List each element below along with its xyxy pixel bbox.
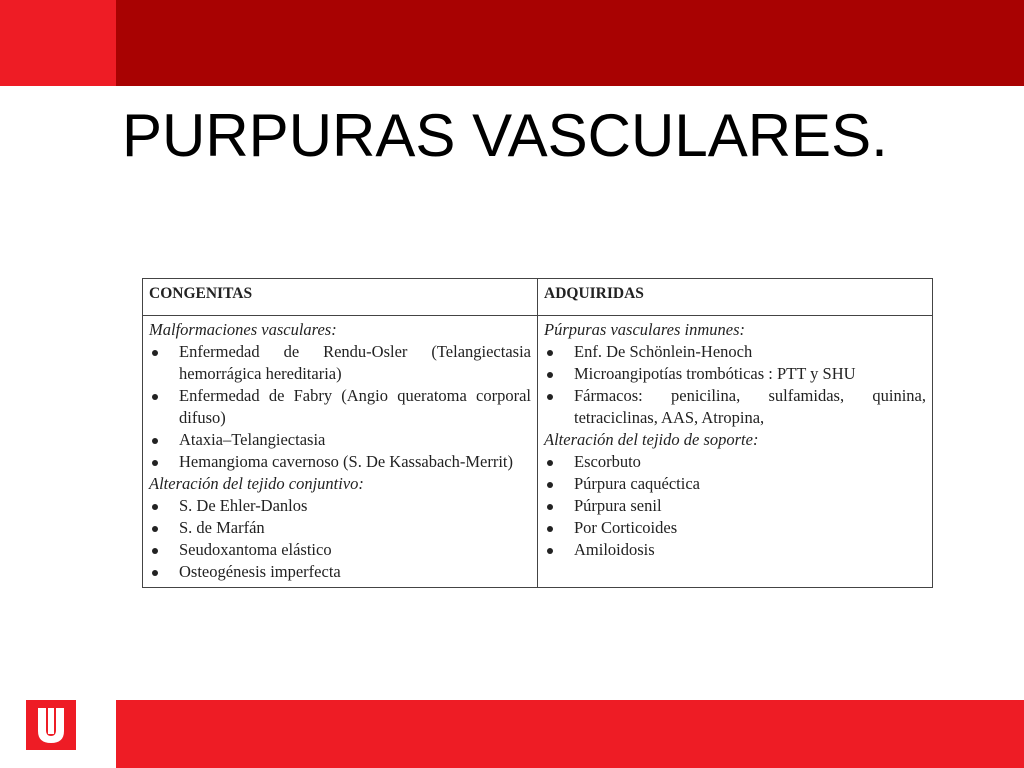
header-adquiridas: ADQUIRIDAS bbox=[538, 279, 933, 316]
group-heading-tejido-conjuntivo: Alteración del tejido conjuntivo: bbox=[149, 474, 364, 493]
list-item: Hemangioma cavernoso (S. De Kassabach-Merrit) bbox=[149, 451, 531, 473]
list-inmunes bbox=[544, 341, 926, 429]
list-item: S. de Marfán bbox=[149, 517, 531, 539]
list-malformaciones bbox=[149, 341, 531, 473]
list-item: Enfermedad de Fabry (Angio queratoma corporal difuso) bbox=[149, 385, 531, 429]
list-item: Amiloidosis bbox=[544, 539, 926, 561]
list-item: Púrpura caquéctica bbox=[544, 473, 926, 495]
list-item: Seudoxantoma elástico bbox=[149, 539, 531, 561]
list-item: Enfermedad de Rendu-Osler (Telangiectasia hemorrágica hereditaria) bbox=[149, 341, 531, 385]
group-heading-tejido-soporte: Alteración del tejido de soporte: bbox=[544, 430, 759, 449]
list-tejido-conjuntivo bbox=[149, 495, 531, 583]
university-logo bbox=[26, 700, 76, 750]
list-tejido-soporte bbox=[544, 451, 926, 561]
list-item: Ataxia–Telangiectasia bbox=[149, 429, 531, 451]
list-item: Por Corticoides bbox=[544, 517, 926, 539]
list-item: Fármacos: penicilina, sulfamidas, quinina, tetraciclinas, AAS, Atropina, bbox=[544, 385, 926, 429]
group-heading-malformaciones: Malformaciones vasculares: bbox=[149, 320, 337, 339]
purpuras-table bbox=[142, 278, 933, 588]
top-band bbox=[116, 0, 1024, 86]
adquiridas-cell bbox=[538, 316, 933, 588]
u-logo-icon bbox=[26, 700, 76, 750]
top-band-accent bbox=[0, 0, 116, 86]
list-item: Enf. De Schönlein-Henoch bbox=[544, 341, 926, 363]
table-header-row bbox=[143, 279, 933, 316]
list-item: S. De Ehler-Danlos bbox=[149, 495, 531, 517]
list-item: Microangipotías trombóticas : PTT y SHU bbox=[544, 363, 926, 385]
list-item: Osteogénesis imperfecta bbox=[149, 561, 531, 583]
congenitas-cell bbox=[143, 316, 538, 588]
list-item: Púrpura senil bbox=[544, 495, 926, 517]
table-body-row bbox=[143, 316, 933, 588]
group-heading-inmunes: Púrpuras vasculares inmunes: bbox=[544, 320, 746, 339]
header-congenitas: CONGENITAS bbox=[143, 279, 538, 316]
bottom-band bbox=[116, 700, 1024, 768]
list-item: Escorbuto bbox=[544, 451, 926, 473]
slide-title: PURPURAS VASCULARES. bbox=[122, 102, 888, 169]
